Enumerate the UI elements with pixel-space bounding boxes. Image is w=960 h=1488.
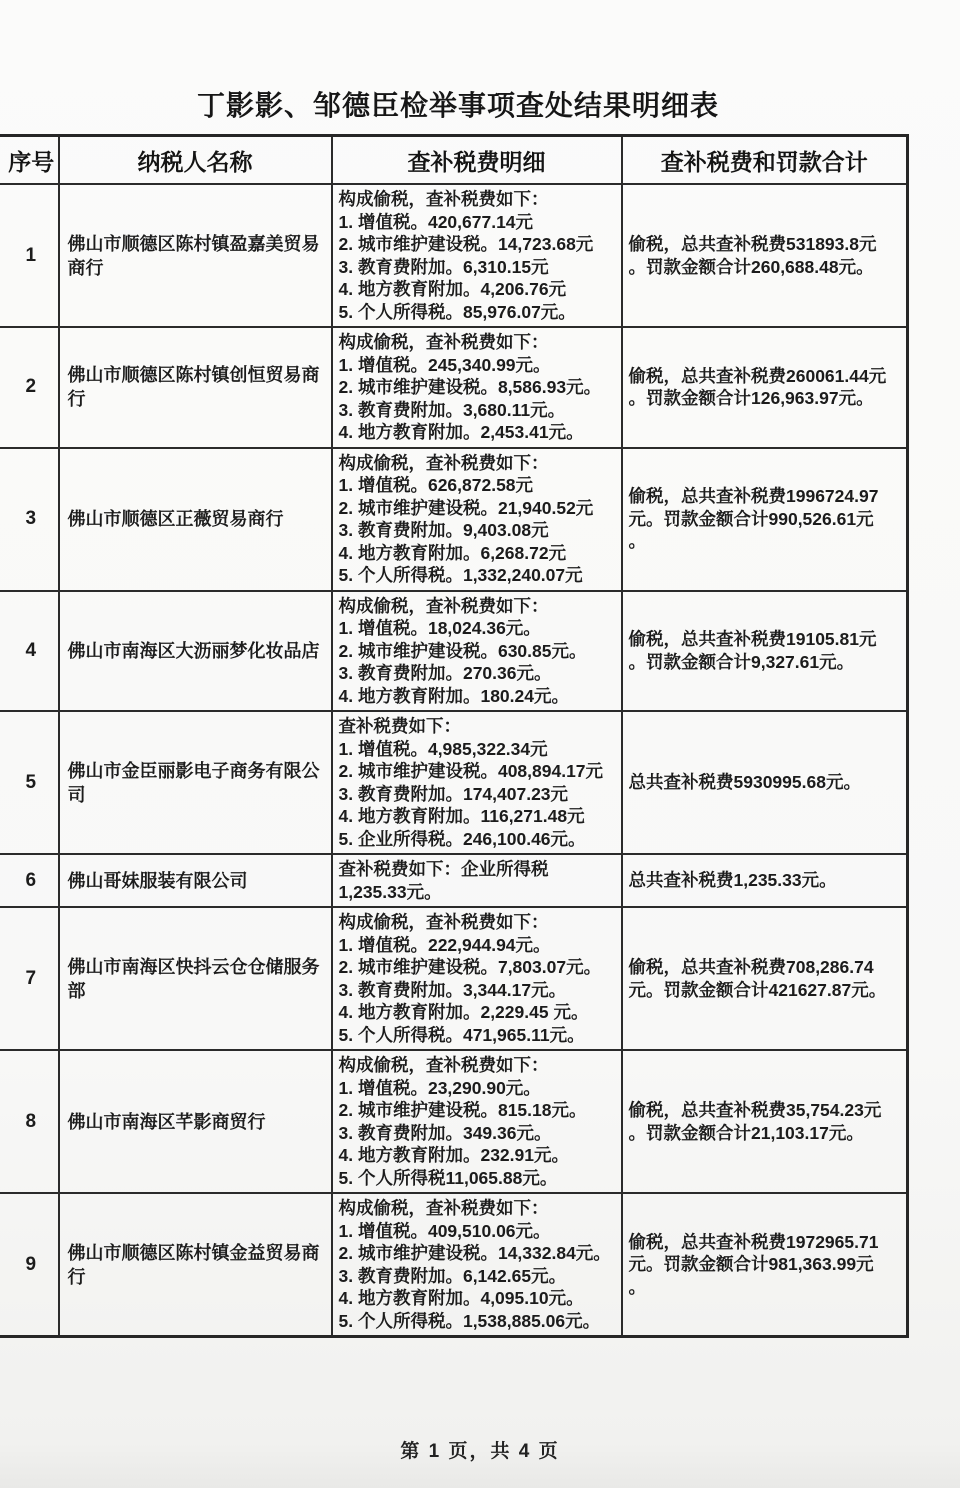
tax-detail-line: 查补税费如下： bbox=[338, 716, 461, 736]
table-row bbox=[0, 448, 908, 591]
row-serial-number: 4 bbox=[0, 591, 59, 712]
tax-detail-line: 查补税费如下：企业所得税 bbox=[338, 859, 549, 879]
total-amount-line: 元。罚款金额合计981,363.99元 bbox=[628, 1254, 874, 1275]
total-amount-line: 。罚款金额合计126,963.97元。 bbox=[628, 388, 874, 409]
table-row bbox=[0, 591, 908, 712]
tax-detail-line: 3. 教育费附加。9,403.08元 bbox=[338, 520, 549, 540]
tax-detail-line: 4. 地方教育附加。6,268.72元 bbox=[338, 542, 567, 563]
total-amount-cell bbox=[622, 1193, 908, 1337]
table-row bbox=[0, 854, 908, 907]
taxpayer-name: 佛山市南海区大沥丽梦化妆品店 bbox=[59, 591, 332, 712]
taxpayer-name: 佛山市顺德区陈村镇盈嘉美贸易商行 bbox=[59, 184, 332, 327]
row-serial-number: 5 bbox=[0, 711, 59, 854]
row-serial-number: 7 bbox=[0, 907, 59, 1050]
total-amount-cell bbox=[622, 448, 908, 591]
total-amount-cell bbox=[622, 1050, 908, 1193]
tax-detail-line: 1. 增值税。23,290.90元。 bbox=[338, 1077, 541, 1098]
tax-detail-line: 5. 企业所得税。246,100.46元。 bbox=[338, 828, 586, 849]
page-title: 丁影影、邹德臣检举事项查处结果明细表 bbox=[196, 90, 719, 121]
tax-detail-line: 2. 城市维护建设税。8,586.93元。 bbox=[338, 377, 602, 397]
tax-detail-line: 4. 地方教育附加。180.24元。 bbox=[338, 685, 569, 706]
total-amount-line: 总共查补税费5930995.68元。 bbox=[628, 772, 861, 793]
tax-detail-line: 构成偷税，查补税费如下： bbox=[338, 1055, 549, 1075]
tax-detail-cell bbox=[332, 1050, 622, 1193]
tax-detail-line: 2. 城市维护建设税。815.18元。 bbox=[338, 1100, 587, 1120]
tax-detail-line: 2. 城市维护建设税。14,332.84元。 bbox=[338, 1243, 611, 1263]
total-amount-line: 元。罚款金额合计990,526.61元 bbox=[628, 508, 874, 529]
taxpayer-name: 佛山市南海区芊影商贸行 bbox=[59, 1050, 332, 1193]
tax-detail-cell bbox=[332, 907, 622, 1050]
tax-detail-line: 2. 城市维护建设税。21,940.52元 bbox=[338, 497, 594, 518]
tax-detail-line: 4. 地方教育附加。4,206.76元 bbox=[338, 279, 567, 299]
tax-detail-cell bbox=[332, 327, 622, 448]
tax-detail-line: 2. 城市维护建设税。630.85元。 bbox=[338, 640, 587, 661]
tax-detail-line: 1. 增值税。245,340.99元。 bbox=[338, 354, 551, 375]
header-taxpayer-name: 纳税人名称 bbox=[59, 136, 332, 185]
row-serial-number: 1 bbox=[0, 184, 59, 327]
tax-detail-cell bbox=[332, 184, 622, 327]
tax-detail-line: 5. 个人所得税。1,332,240.07元 bbox=[338, 565, 583, 585]
total-amount-line: 偷税，总共查补税费708,286.74 bbox=[628, 957, 874, 977]
total-amount-line: 。罚款金额合计21,103.17元。 bbox=[628, 1122, 864, 1143]
table-row bbox=[0, 184, 908, 327]
tax-detail-line: 5. 个人所得税。85,976.07元。 bbox=[338, 301, 576, 322]
tax-detail-line: 3. 教育费附加。6,142.65元。 bbox=[338, 1265, 567, 1286]
tax-detail-line: 5. 个人所得税11,065.88元。 bbox=[338, 1167, 558, 1188]
tax-detail-line: 构成偷税，查补税费如下： bbox=[338, 595, 549, 616]
tax-detail-line: 1. 增值税。222,944.94元。 bbox=[338, 934, 551, 955]
total-amount-cell bbox=[622, 591, 908, 712]
taxpayer-name: 佛山市金臣丽影电子商务有限公司 bbox=[59, 711, 332, 854]
table-header-row bbox=[0, 136, 908, 185]
total-amount-cell bbox=[622, 907, 908, 1050]
total-amount-line: 偷税，总共查补税费260061.44元 bbox=[628, 365, 887, 386]
taxpayer-name: 佛山市南海区快抖云仓仓储服务部 bbox=[59, 907, 332, 1050]
table-row bbox=[0, 711, 908, 854]
tax-detail-line: 3. 教育费附加。349.36元。 bbox=[338, 1122, 552, 1143]
tax-detail-line: 5. 个人所得税。471,965.11元。 bbox=[338, 1024, 585, 1045]
row-serial-number: 3 bbox=[0, 448, 59, 591]
row-serial-number: 6 bbox=[0, 854, 59, 907]
tax-detail-line: 构成偷税，查补税费如下： bbox=[338, 189, 549, 209]
tax-detail-cell bbox=[332, 448, 622, 591]
tax-detail-line: 2. 城市维护建设税。14,723.68元 bbox=[338, 234, 594, 254]
tax-detail-cell bbox=[332, 711, 622, 854]
total-amount-line: 偷税，总共查补税费1972965.71 bbox=[628, 1231, 879, 1252]
tax-detail-line: 3. 教育费附加。174,407.23元 bbox=[338, 783, 569, 804]
tax-detail-line: 1. 增值税。18,024.36元。 bbox=[338, 618, 541, 638]
tax-detail-line: 1. 增值税。4,985,322.34元 bbox=[338, 738, 548, 759]
tax-detail-line: 2. 城市维护建设税。7,803.07元。 bbox=[338, 957, 602, 977]
tax-detail-line: 4. 地方教育附加。2,229.45 元。 bbox=[338, 1002, 589, 1022]
row-serial-number: 2 bbox=[0, 327, 59, 448]
tax-detail-line: 3. 教育费附加。270.36元。 bbox=[338, 663, 552, 683]
tax-detail-cell bbox=[332, 1193, 622, 1337]
tax-detail-line: 1. 增值税。420,677.14元 bbox=[338, 211, 534, 232]
total-amount-line: 总共查补税费1,235.33元。 bbox=[628, 870, 837, 891]
page-number: 第 1 页，共 4 页 bbox=[400, 1441, 560, 1462]
tax-detail-line: 3. 教育费附加。3,680.11元。 bbox=[338, 399, 566, 420]
tax-detail-line: 构成偷税，查补税费如下： bbox=[338, 1198, 549, 1218]
tax-result-table bbox=[0, 134, 909, 1338]
total-amount-line: 。罚款金额合计9,327.61元。 bbox=[628, 651, 855, 672]
header-tax-detail: 查补税费明细 bbox=[332, 136, 622, 185]
header-total: 查补税费和罚款合计 bbox=[622, 136, 908, 185]
taxpayer-name: 佛山市顺德区正薇贸易商行 bbox=[59, 448, 332, 591]
tax-detail-line: 5. 个人所得税。1,538,885.06元。 bbox=[338, 1310, 601, 1331]
row-serial-number: 9 bbox=[0, 1193, 59, 1337]
taxpayer-name: 佛山市顺德区陈村镇创恒贸易商行 bbox=[59, 327, 332, 448]
tax-detail-cell bbox=[332, 854, 622, 907]
taxpayer-name: 佛山市顺德区陈村镇金益贸易商行 bbox=[59, 1193, 332, 1337]
total-amount-line: 偷税，总共查补税费35,754.23元 bbox=[628, 1100, 882, 1120]
tax-detail-cell bbox=[332, 591, 622, 712]
tax-detail-line: 构成偷税，查补税费如下： bbox=[338, 332, 549, 352]
total-amount-line: 偷税，总共查补税费1996724.97 bbox=[628, 486, 879, 507]
total-amount-line: 元。罚款金额合计421627.87元。 bbox=[628, 979, 887, 1000]
tax-detail-line: 1. 增值税。409,510.06元。 bbox=[338, 1220, 551, 1241]
tax-detail-line: 1. 增值税。626,872.58元 bbox=[338, 475, 534, 495]
total-amount-line: 。 bbox=[628, 531, 646, 552]
table-row bbox=[0, 1050, 908, 1193]
tax-detail-line: 4. 地方教育附加。4,095.10元。 bbox=[338, 1288, 584, 1308]
total-amount-cell bbox=[622, 327, 908, 448]
table-row bbox=[0, 327, 908, 448]
total-amount-line: 偷税，总共查补税费531893.8元 bbox=[628, 234, 877, 254]
total-amount-cell bbox=[622, 711, 908, 854]
row-serial-number: 8 bbox=[0, 1050, 59, 1193]
table-row bbox=[0, 907, 908, 1050]
total-amount-line: 。罚款金额合计260,688.48元。 bbox=[628, 256, 874, 277]
tax-detail-line: 4. 地方教育附加。232.91元。 bbox=[338, 1145, 569, 1165]
table-row bbox=[0, 1193, 908, 1337]
tax-detail-line: 3. 教育费附加。3,344.17元。 bbox=[338, 979, 567, 1000]
header-serial-number: 序号 bbox=[0, 136, 59, 185]
taxpayer-name: 佛山哥妹服装有限公司 bbox=[59, 854, 332, 907]
tax-detail-line: 构成偷税，查补税费如下： bbox=[338, 452, 549, 473]
total-amount-cell bbox=[622, 854, 908, 907]
tax-detail-line: 4. 地方教育附加。2,453.41元。 bbox=[338, 422, 584, 442]
total-amount-cell bbox=[622, 184, 908, 327]
tax-detail-line: 2. 城市维护建设税。408,894.17元 bbox=[338, 761, 604, 781]
total-amount-line: 。 bbox=[628, 1276, 646, 1297]
tax-detail-line: 构成偷税，查补税费如下： bbox=[338, 912, 549, 932]
table-body bbox=[0, 184, 908, 1337]
tax-detail-line: 3. 教育费附加。6,310.15元 bbox=[338, 256, 549, 277]
total-amount-line: 偷税，总共查补税费19105.81元 bbox=[628, 629, 877, 650]
tax-detail-line: 4. 地方教育附加。116,271.48元 bbox=[338, 806, 585, 826]
tax-detail-line: 1,235.33元。 bbox=[338, 881, 442, 902]
